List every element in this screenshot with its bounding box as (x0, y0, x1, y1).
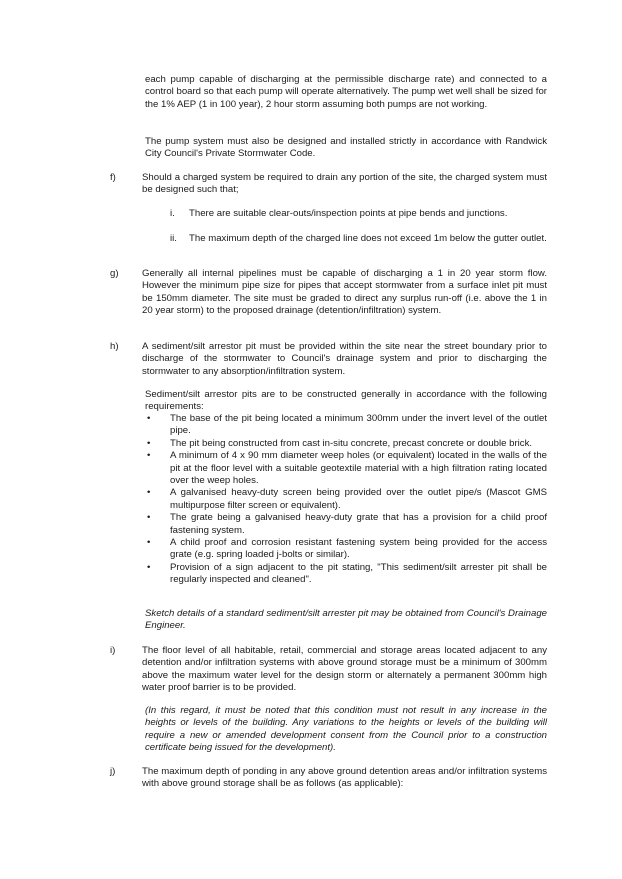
clause-marker: i) (110, 645, 116, 656)
list-item-text: The pit being constructed from cast in-situ concrete, precast concrete or double brick. (170, 437, 533, 449)
requirements-list (145, 413, 547, 587)
clause-text: Generally all internal pipelines must be capable of discharging a 1 in 20 year storm flow. However the minimum pipe size for pipes that accept stormwater from a surface inlet pit must be 150mm diameter. The site must be graded to direct any surplus run-off (i.e. above the 1 in 20 year storm) to the proposed drainage (detention/infiltration) system. (142, 268, 547, 317)
list-item-text: A child proof and corrosion resistant fastening system being provided for the access grate (e.g. spring loaded j-bolts or similar). (170, 537, 547, 561)
clause-marker: h) (110, 341, 119, 352)
list-item (145, 487, 547, 512)
bullet-glyph: • (147, 413, 151, 424)
list-item-text: Provision of a sign adjacent to the pit stating, "This sediment/silt arrester pit shall be regularly inspected and cleaned". (170, 561, 547, 586)
subitem-marker: i. (170, 208, 175, 219)
clause-h-intro: Sediment/silt arrestor pits are to be constructed generally in accordance with the following requirements: (145, 389, 547, 413)
list-item (145, 413, 547, 438)
clause-text: A sediment/silt arrestor pit must be provided within the site near the street boundary prior to discharge of the stormwater to Council's drainage system and prior to discharging the stormwater to any absorption/infiltration system. (142, 341, 547, 377)
clause-marker: g) (110, 268, 119, 279)
bullet-glyph: • (147, 487, 151, 499)
clause-text: The floor level of all habitable, retail, commercial and storage areas located adjacent to any detention and/or infiltration systems with above ground storage must be a minimum of 300mm above the maximum water level for the design storm or alternately a permanent 300mm high water proof barrier is to be provided. (142, 645, 547, 694)
continuation-paragraph-1: each pump capable of discharging at the permissible discharge rate) and connected to a control board so that each pump will operate alternatively. The pump wet well shall be sized for the 1% AEP (1 in 100 year), 2 hour storm assuming both pumps are not working. (145, 74, 547, 110)
clause-marker: j) (110, 766, 116, 777)
continuation-paragraph-2: The pump system must also be designed and installed strictly in accordance with Randwick City Council's Private Stormwater Code. (145, 136, 547, 160)
list-item (145, 450, 547, 487)
bullet-glyph: • (147, 537, 151, 549)
clause-h-note: Sketch details of a standard sediment/silt arrester pit may be obtained from Council's Drainage Engineer. (145, 608, 547, 632)
list-item-text: A minimum of 4 x 90 mm diameter weep holes (or equivalent) located in the walls of the pit at the floor level with a suitable geotextile material with a high filtration rating located over the weep holes. (170, 450, 547, 487)
clause-text: The maximum depth of ponding in any above ground detention areas and/or infiltration systems with above ground storage shall be as follows (as applicable): (142, 766, 547, 790)
bullet-glyph: • (147, 437, 151, 449)
subitem-text: The maximum depth of the charged line does not exceed 1m below the gutter outlet. (189, 233, 547, 244)
list-item-text: The base of the pit being located a minimum 300mm under the invert level of the outlet pipe. (170, 413, 547, 437)
clause-i-note: (In this regard, it must be noted that this condition must not result in any increase in the heights or levels of the building. Any variations to the heights or levels of the building will require a new or amended development consent from the Council prior to a construction certificate being issued for the development). (145, 705, 547, 754)
bullet-glyph: • (147, 561, 151, 573)
list-item-text: The grate being a galvanised heavy-duty grate that has a provision for a child proof fastening system. (170, 512, 547, 536)
subitem-text: There are suitable clear-outs/inspection points at pipe bends and junctions. (189, 208, 508, 219)
subitem-marker: ii. (170, 233, 177, 244)
bullet-glyph: • (147, 450, 151, 462)
list-item (145, 438, 547, 450)
list-item (145, 537, 547, 562)
clause-marker: f) (110, 172, 116, 183)
list-item-text: A galvanised heavy-duty screen being provided over the outlet pipe/s (Mascot GMS multipurpose filter screen or equivalent). (170, 487, 547, 511)
list-item (145, 562, 547, 587)
clause-text: Should a charged system be required to drain any portion of the site, the charged system must be designed such that; (142, 172, 547, 196)
list-item (145, 512, 547, 537)
bullet-glyph: • (147, 512, 151, 524)
